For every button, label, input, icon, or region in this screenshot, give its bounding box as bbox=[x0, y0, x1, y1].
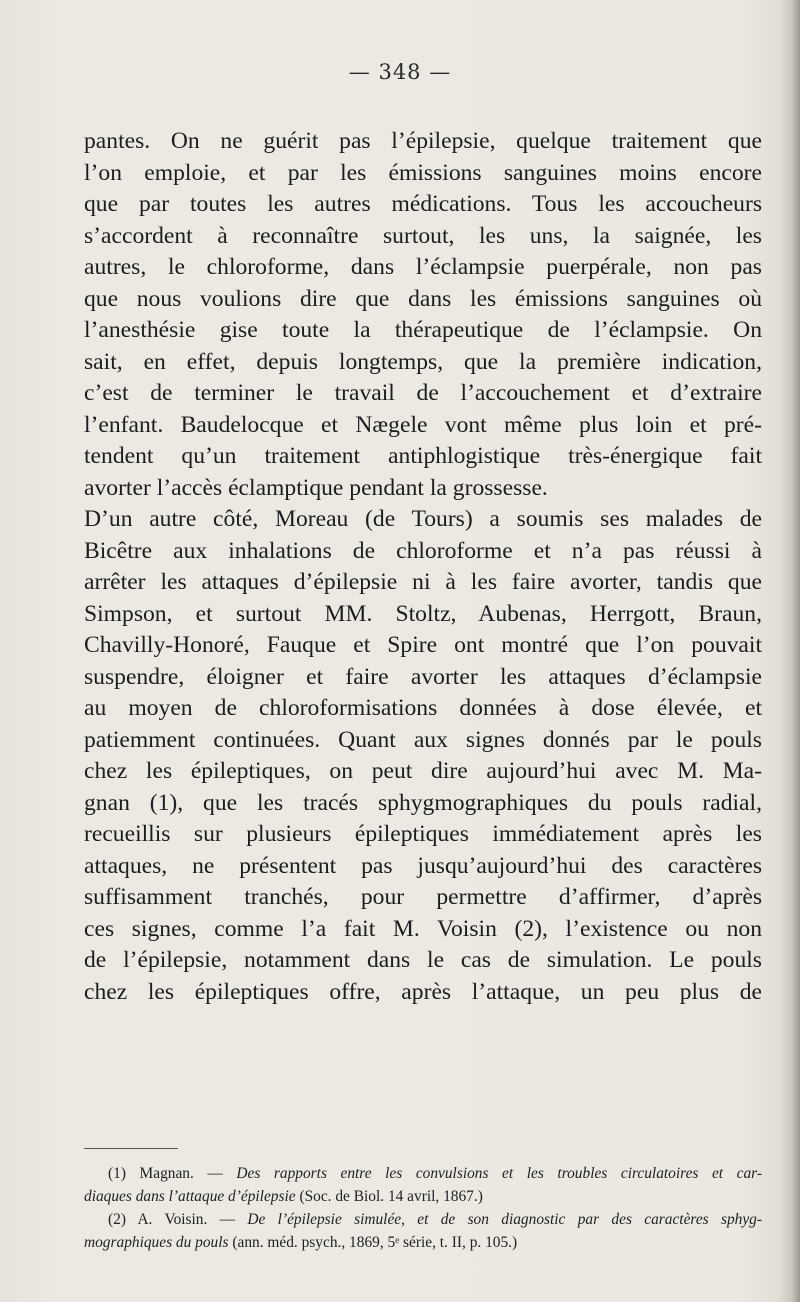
body-line: s’accordent à reconnaître surtout, les uns, la saignée, les bbox=[84, 222, 762, 249]
footnote-source: (ann. méd. psych., 1869, 5ᵉ série, t. II, p. 105.) bbox=[232, 1234, 518, 1251]
body-line: chez les épileptiques offre, après l’attaque, un peu plus de bbox=[84, 978, 762, 1005]
page-edge-shadow bbox=[778, 0, 800, 1302]
body-line: l’enfant. Baudelocque et Nægele vont même plus loin et pré- bbox=[84, 411, 762, 438]
body-line: ces signes, comme l’a fait M. Voisin (2), l’existence ou non bbox=[84, 915, 762, 942]
footnotes bbox=[84, 1162, 762, 1254]
body-line: que par toutes les autres médications. Tous les accoucheurs bbox=[84, 191, 762, 217]
body-line: Simpson, et surtout MM. Stoltz, Aubenas, Herrgott, Braun, bbox=[84, 600, 762, 627]
body-line: Chavilly-Honoré, Fauque et Spire ont montré que l’on pouvait bbox=[84, 632, 762, 658]
footnote-marker: (1) bbox=[108, 1165, 126, 1182]
footnote-source: (Soc. de Biol. 14 avril, 1867.) bbox=[299, 1188, 483, 1205]
body-line: suffisamment tranchés, pour permettre d’affirmer, d’après bbox=[84, 884, 762, 910]
page-number: — 348 — bbox=[348, 60, 452, 84]
body-line: c’est de terminer le travail de l’accouchement et d’extraire bbox=[84, 380, 762, 406]
body-line: l’anesthésie gise toute la thérapeutique de l’éclampsie. On bbox=[84, 317, 762, 343]
body-line: recueillis sur plusieurs épileptiques immédiatement après les bbox=[84, 821, 762, 847]
body-line: suspendre, éloigner et faire avorter les attaques d’éclampsie bbox=[84, 663, 762, 690]
footnote-title: De l’épilepsie simulée, et de son diagnostic par des caractères sphyg- bbox=[247, 1211, 763, 1228]
footnote-title: mographiques du pouls bbox=[84, 1234, 229, 1251]
footnote-2-line-2 bbox=[84, 1231, 762, 1254]
footnote-author: Magnan. — bbox=[139, 1165, 223, 1182]
body-line: D’un autre côté, Moreau (de Tours) a soumis ses malades de bbox=[84, 506, 762, 532]
body-line: attaques, ne présentent pas jusqu’aujourd’hui des caractères bbox=[84, 852, 762, 879]
body-line: sait, en effet, depuis longtemps, que la première indication, bbox=[84, 348, 762, 375]
body-text bbox=[84, 126, 762, 1008]
body-line: gnan (1), que les tracés sphygmographiques du pouls radial, bbox=[84, 789, 762, 816]
body-line: que nous voulions dire que dans les émissions sanguines où bbox=[84, 285, 762, 312]
body-line: Bicêtre aux inhalations de chloroforme et n’a pas réussi à bbox=[84, 537, 762, 564]
footnote-separator bbox=[84, 1148, 178, 1149]
body-line: chez les épileptiques, on peut dire aujourd’hui avec M. Ma- bbox=[84, 758, 762, 784]
body-line: pantes. On ne guérit pas l’épilepsie, quelque traitement que bbox=[84, 128, 762, 154]
footnote-title: Des rapports entre les convulsions et les troubles circulatoires et car- bbox=[236, 1165, 762, 1182]
footnote-author: A. Voisin. — bbox=[137, 1211, 236, 1228]
footnote-marker: (2) bbox=[108, 1211, 126, 1228]
body-line: de l’épilepsie, notamment dans le cas de simulation. Le pouls bbox=[84, 947, 762, 973]
footnote-1-line-1 bbox=[84, 1162, 762, 1185]
footnote-2-line-1 bbox=[84, 1208, 762, 1231]
body-line: l’on emploie, et par les émissions sanguines moins encore bbox=[84, 159, 762, 186]
body-line: au moyen de chloroformisations données à dose élevée, et bbox=[84, 695, 762, 721]
body-line: arrêter les attaques d’épilepsie ni à les faire avorter, tandis que bbox=[84, 569, 762, 595]
body-line: avorter l’accès éclamptique pendant la grossesse. bbox=[84, 474, 548, 501]
body-line: autres, le chloroforme, dans l’éclampsie puerpérale, non pas bbox=[84, 254, 762, 280]
body-line: tendent qu’un traitement antiphlogistique très-énergique fait bbox=[84, 443, 762, 469]
footnote-1-line-2 bbox=[84, 1185, 762, 1208]
body-line: patiemment continuées. Quant aux signes donnés par le pouls bbox=[84, 726, 762, 753]
footnote-title: diaques dans l’attaque d’épilepsie bbox=[84, 1188, 296, 1205]
